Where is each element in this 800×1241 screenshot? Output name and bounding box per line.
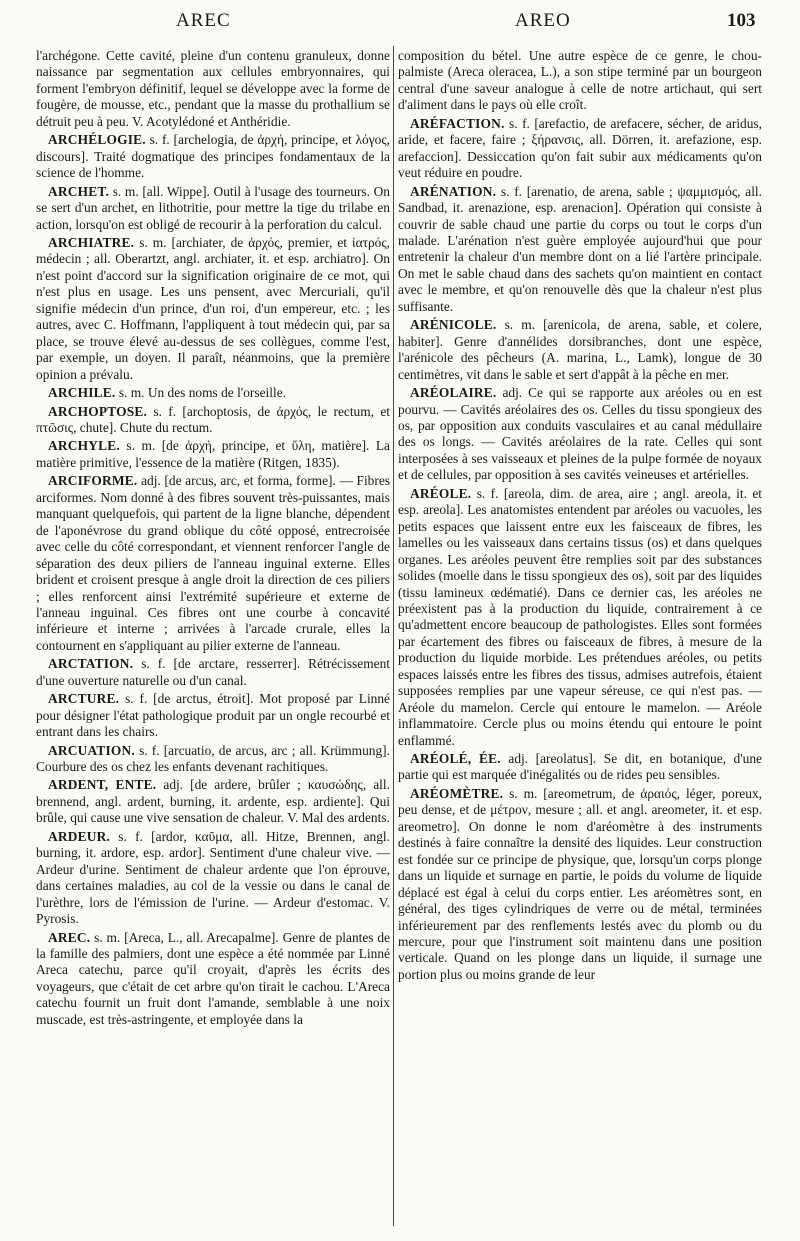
dictionary-entry: [398, 184, 762, 316]
dictionary-entry: [36, 743, 390, 776]
entry-headword: ARÉOLE.: [410, 485, 472, 501]
entry-text: s. f. [archelogia, de ἀρχή, principe, et λόγος, discours]. Traité dogmatique des principes fondamentaux de la science de l'homme.: [36, 132, 390, 181]
entry-headword: ARCIFORME.: [48, 473, 138, 489]
entry-text: s. f. [arefactio, de arefacere, sécher, de aridus, aride, et facere, faire ; ξήρανσις, all. Dörren, it. arefazione, esp. arefaccion]. Dessiccation qu'on fait subir aux médicaments qu'on veut réduire en poudre.: [398, 115, 762, 181]
entry-headword: ARCHOPTOSE.: [48, 403, 148, 419]
entry-text: s. f. [de arctare, resserrer]. Rétrécissement d'une ouverture naturelle ou d'un canal.: [36, 656, 390, 688]
right-column: [398, 48, 762, 1228]
dictionary-entry: [36, 385, 390, 401]
entry-headword: ARDEUR.: [48, 828, 111, 844]
entry-text: s. f. [areola, dim. de area, aire ; angl. areola, it. et esp. areola]. Les anatomistes entendent par aréoles ou vacuoles, les petits espaces que laissent entre eux les faisceaux de fibres, les lamelles ou les vaisseaux dans certains tissus (os) et dans quelques organes. Les aréoles peuvent être remplies soit par des substances solides (moelle dans le tissu spongieux des os), soit par des liquides (tissu lamineux œdématié). Dans ce dernier cas, les aréoles ne préexistent pas à la production du liquide, contrairement à ce qu'admettent encore beaucoup de pathologistes. Elles sont formées par écartement des fibres ou faisceaux de fibres, à mesure de la production du liquide morbide. Les prétendues aréoles, ou petits espaces laissés entre les fibres des tissus, admises autrefois, étaient supposées remplies par une vapeur séreuse, ce qui n'est pas. — Aréole du mamelon. Cercle qui entoure le mamelon. — Aréole inflammatoire. Cercle plus ou moins étendu qui entoure le point enflammé.: [398, 485, 762, 748]
dictionary-entry: [36, 691, 390, 740]
entry-headword: ARÉNATION.: [410, 183, 497, 199]
entry-text: s. m. [Areca, L., all. Arecapalme]. Genre de plantes de la famille des palmiers, dont une espèce a été nommée par Linné Areca catechu, parce qu'il croyait, d'après les écrits des voyageurs, que c'était de cet arbre qu'on tirait le cachou. L'Areca catechu fournit un fruit dont l'amande, semblable à une noix muscade, est très-astringente, et employée dans la: [36, 929, 390, 1027]
dictionary-entry: [36, 829, 390, 928]
entry-headword: AREC.: [48, 929, 91, 945]
entry-text: s. m. Un des noms de l'orseille.: [118, 385, 286, 401]
entry-headword: ARÉNICOLE.: [410, 317, 497, 333]
entry-headword: ARÉOMÈTRE.: [410, 785, 504, 801]
entry-headword: ARCTURE.: [48, 691, 120, 707]
entry-text: s. f. [ardor, καῦμα, all. Hitze, Brennen, angl. burning, it. ardore, esp. ardor]. Sentiment d'une chaleur vive. — Ardeur d'urine. Sentiment de chaleur ardente que l'on éprouve, dans certaines maladies, au col de la vessie ou dans le canal de l'urèthre, lors de l'émission de l'urine. — Ardeur d'estomac. V. Pyrosis.: [36, 828, 390, 927]
entry-text: s. m. [arenicola, de arena, sable, et colere, habiter]. Genre d'annélides dorsibranches, dont une espèce, l'arénicole des pêcheurs (A. marina, L., Lamk), longue de 30 centimètres, vit dans le sable et sert d'appât à la pêche en mer.: [398, 317, 762, 382]
dictionary-entry: [36, 48, 390, 130]
entry-headword: ARCHET.: [48, 183, 110, 199]
dictionary-entry: [398, 317, 762, 383]
entry-text: s. f. [de arctus, étroit]. Mot proposé par Linné pour désigner l'état pathologique produit par un ongle recourbé et entrant dans les chairs.: [36, 691, 390, 740]
left-column: [36, 48, 390, 1228]
entry-headword: ARDENT, ENTE.: [48, 777, 157, 793]
entry-text: l'archégone. Cette cavité, pleine d'un contenu granuleux, donne naissance par segmentation aux cellules embryonnaires, qui forment l'embryon définitif, lequel se développe avec la forme de fougère, de mousse, etc., pendant que la masse du prothallium se détruit peu à peu. V. Acotylédoné et Anthéridie.: [36, 48, 390, 129]
entry-text: composition du bétel. Une autre espèce de ce genre, le chou-palmiste (Areca oleracea, L.), a son stipe terminé par un bourgeon central d'une saveur analogue à celle de notre artichaut, qui sert d'aliment dans le pays où elle croît.: [398, 48, 762, 113]
dictionary-entry: [36, 132, 390, 181]
entry-text: s. f. [arcuatio, de arcus, arc ; all. Krümmung]. Courbure des os chez les enfants devenant rachitiques.: [36, 742, 390, 775]
dictionary-entry: [398, 486, 762, 749]
dictionary-entry: [36, 777, 390, 826]
left-guide-word: AREC: [176, 10, 231, 31]
entry-headword: ARÉOLAIRE.: [410, 385, 497, 401]
dictionary-entry: [398, 116, 762, 182]
entry-headword: ARÉFACTION.: [410, 115, 505, 131]
entry-headword: ARÉOLÉ, ÉE.: [410, 751, 501, 767]
dictionary-entry: [36, 184, 390, 233]
entry-headword: ARCHILE.: [48, 385, 116, 401]
entry-headword: ARCHYLE.: [48, 438, 120, 454]
dictionary-entry: [36, 404, 390, 437]
entry-text: s. m. [archiater, de ἀρχός, premier, et ἰατρός, médecin ; all. Oberartzt, angl. archiater, it. et esp. archiatro]. On n'est point d'accord sur la signification originaire de ce mot, qui n'est plus en usage. Les uns pensent, avec Mercuriali, qu'il signifie médecin d'un prince, d'un roi, d'un empereur, etc. ; les autres, avec C. Hoffmann, l'appliquent à tout médecin qui, par sa place, se trouve élevé au-dessus de ses collègues, comme l'est, par exemple, un doyen. Il paraît, néanmoins, que la première opinion a prévalu.: [36, 234, 390, 382]
entry-text: adj. [de arcus, arc, et forma, forme]. — Fibres arciformes. Nom donné à des fibres souvent très-puissantes, mais manquant quelquefois, qui partent de la ligne blanche, dépendent de l'aponévrose du grand oblique du côté opposé, entrecroisée avec celle du côté correspondant, et viennent renforcer l'angle de séparation des deux piliers de l'anneau inguinal externe. Elles brident et croisent presque à angle droit la direction de ces piliers ; elles renforcent ainsi l'extrémité supérieure et externe de l'anneau inguinal. Ces fibres ont une courbe à concavité inférieure et interne ; arrivées à l'arcade crurale, elles la contournent en s'appliquant au pilier externe de l'anneau.: [36, 473, 390, 653]
entry-text: adj. [areolatus]. Se dit, en botanique, d'une partie qui est marquée d'inégalités ou de rides peu sensibles.: [398, 751, 762, 783]
entry-headword: ARCTATION.: [48, 656, 134, 672]
running-header: [0, 10, 800, 44]
dictionary-entry: [36, 235, 390, 383]
entry-text: s. m. [de ἀρχή, principe, et ὕλη, matière]. La matière primitive, l'essence de la matière (Ritgen, 1835).: [36, 438, 390, 470]
entry-text: s. m. [areometrum, de ἀραιός, léger, poreux, peu dense, et de μέτρον, mesure ; all. et angl. areometer, it. et esp. areometro]. On donne le nom d'aréomètre à des instruments destinés à faire connaître la densité des liquides. Leur construction est fondée sur ce principe de physique, que, lorsqu'un corps plonge dans un liquide et surnage en partie, le poids du volume de liquide déplacé est égal à celui du corps entier. Les aréomètres sont, en général, des tiges cylindriques de verre ou de métal, terminées inférieurement par des renflements lestés avec du plomb ou du mercure, pour que l'instrument soit maintenu dans une position verticale. Quand on les plonge dans un liquide, il surnage une portion plus ou moins grande de leur: [398, 785, 762, 982]
dictionary-entry: [398, 786, 762, 983]
dictionary-entry: [36, 930, 390, 1029]
entry-text: s. m. [all. Wippe]. Outil à l'usage des tourneurs. On se sert d'un archet, en lithotritie, pour mettre la tige du trilabe en action, lorsqu'on est obligé de recourir à la perforation du calcul.: [36, 183, 390, 232]
entry-text: s. f. [arenatio, de arena, sable ; ψαμμισμός, all. Sandbad, it. arenazione, esp. arenacion]. Opération qui consiste à couvrir de sable chaud une partie du corps ou tout le corps d'un malade. L'arénation n'est guère employée aujourd'hui que pour entretenir la chaleur d'un membre dont on a lié l'artère principale. On met le sable chaud dans des sachets qu'on maintient en contact avec le membre, et qu'on renouvelle dès que la chaleur n'est plus suffisante.: [398, 183, 762, 314]
entry-headword: ARCHIATRE.: [48, 234, 135, 250]
entry-text: adj. [de ardere, brûler ; καυσώδης, all. brennend, angl. ardent, burning, it. ardente, esp. ardiente]. Qui brûle, qui cause une vive sensation de chaleur. V. Mal des ardents.: [36, 777, 390, 826]
entry-text: s. f. [archoptosis, de ἀρχός, le rectum, et πτῶσις, chute]. Chute du rectum.: [36, 403, 390, 435]
dictionary-entry: [36, 438, 390, 471]
entry-headword: ARCUATION.: [48, 742, 135, 758]
dictionary-entry: [36, 473, 390, 654]
page-number: 103: [727, 10, 756, 31]
dictionary-entry: [36, 656, 390, 689]
column-divider: [393, 46, 394, 1226]
entry-headword: ARCHÉLOGIE.: [48, 132, 146, 148]
dictionary-entry: [398, 385, 762, 484]
right-guide-word: AREO: [515, 10, 571, 31]
dictionary-entry: [398, 48, 762, 114]
entry-text: adj. Ce qui se rapporte aux aréoles ou en est pourvu. — Cavités aréolaires des os. Celles du tissu spongieux des os, par opposition aux conduits vasculaires et au canal médullaire des os longs. — Cavités aréolaires de la rate. Celles qui sont interposées à ses vaisseaux et pleines de la pulpe formée de noyaux et de cellules, par opposition à ses cavités veineuses et artérielles.: [398, 385, 762, 483]
dictionary-entry: [398, 751, 762, 784]
